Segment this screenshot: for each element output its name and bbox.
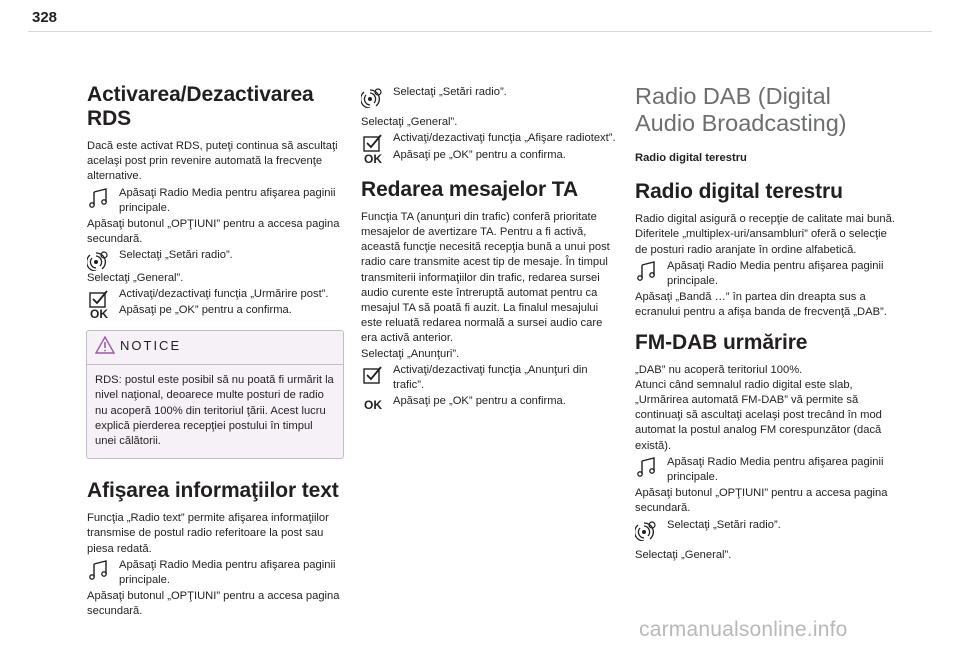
ta-paragraph-1: Funcţia TA (anunţuri din trafic) conferă prioritate mesajelor de avertizare TA. Pentru a fi activă, această funcţie necesită recepţia bună a unui post radio care transmite acest tip de mesaje. În timpul transmiterii informaţiilor din trafic, redarea sursei audio curente este întreruptă automat pentru ca mesajul TA să poată fi auzit. La finalul mesajului este reluată redarea normală a sursei audio care era activă anterior.: [361, 210, 610, 345]
warning-icon: [95, 336, 115, 354]
radio-waves-icon: [361, 86, 385, 108]
radiotext-step-ok: [361, 148, 621, 166]
column-3: [635, 83, 895, 563]
fm-step-text: Apăsaţi Radio Media pentru afişarea paginii principale.: [667, 455, 884, 484]
rds-step-text: Apăsaţi Radio Media pentru afişarea paginii principale.: [119, 186, 336, 214]
notice-header: [87, 331, 343, 365]
radiotext-step-toggle: [361, 131, 621, 146]
terestru-paragraph-1: Radio digital asigură o recepţie de calitate mai bună.: [635, 213, 895, 226]
rds-step-toggle: [87, 287, 347, 302]
watermark: carmanualsonline.info: [639, 618, 848, 641]
notice-box: [86, 330, 344, 459]
column-1: [87, 83, 347, 620]
fm-paragraph-2: Atunci când semnalul radio digital este slab, „Urmărirea automată FM-DAB” vă permite să continuaţi să ascultaţi acelaşi post trecând în mod automat la postul analog FM corespunzător (dacă există).: [635, 378, 882, 452]
radiotext-step-text: Selectaţi „Setări radio”.: [393, 86, 507, 98]
ok-icon: OK: [364, 398, 382, 413]
rds-step-settings: [87, 248, 347, 263]
ta-step-toggle: [361, 363, 621, 393]
rds-paragraph-3: Selectaţi „General”.: [87, 271, 184, 284]
fm-paragraph-1: „DAB” nu acoperă teritoriul 100%.: [635, 363, 803, 376]
heading-terestru: Radio digital terestru: [635, 180, 843, 204]
notice-title: NOTICE: [120, 338, 182, 354]
terestru-paragraph-3: Apăsaţi „Bandă …” în partea din dreapta sus a ecranului pentru a afişa banda de frecvenţă „DAB”.: [635, 291, 887, 319]
page-number: 328: [32, 9, 58, 26]
heading-dab: Radio DAB (Digital Audio Broadcasting): [635, 83, 847, 136]
notice-text: RDS: postul este posibil să nu poată fi urmărit la nivel naţional, deoarece multe posturi de radio nu acoperă 100% din teritoriul ţării. Acest lucru explică pierderea recepţiei postului în timpul unei călătorii.: [95, 374, 334, 448]
radiotext-step-text: Apăsaţi pe „OK” pentru a confirma.: [393, 148, 566, 161]
radiotext-step-text: Activaţi/dezactivaţi funcţia „Afişare radiotext”.: [393, 132, 616, 145]
checkbox-icon: [361, 364, 385, 386]
header-rule: [28, 31, 932, 32]
music-note-icon: [87, 187, 111, 209]
rds-step-text: Activaţi/dezactivaţi funcţia „Urmărire post”.: [119, 287, 329, 300]
radio-waves-icon: [635, 519, 659, 541]
heading-ta: Redarea mesajelor TA: [361, 177, 579, 201]
rds-step-text: Apăsaţi pe „OK” pentru a confirma.: [119, 304, 292, 317]
ok-icon: OK: [364, 151, 382, 166]
radiotext-paragraph: Selectaţi „General”.: [361, 116, 458, 129]
rds-step-radio-media: [87, 186, 347, 216]
fm-paragraph-3: Apăsaţi butonul „OPŢIUNI” pentru a accesa pagina secundară.: [635, 487, 888, 515]
text-paragraph-2: Apăsaţi butonul „OPŢIUNI” pentru a accesa pagina secundară.: [87, 590, 340, 618]
ok-icon: OK: [90, 307, 108, 322]
terestru-step-radio-media: [635, 259, 895, 289]
radiotext-step-settings: [361, 85, 621, 100]
fm-step-radio-media: [635, 455, 895, 485]
rds-paragraph-2: Apăsaţi butonul „OPŢIUNI” pentru a accesa pagina secundară.: [87, 218, 340, 246]
music-note-icon: [635, 260, 659, 282]
column-2: [361, 84, 621, 413]
dab-subtitle: Radio digital terestru: [635, 152, 747, 164]
rds-paragraph-1: Dacă este activat RDS, puteţi continua să ascultaţi acelaşi post prin revenire automată la frecvenţe alternative.: [87, 140, 338, 183]
ta-step-text: Apăsaţi pe „OK” pentru a confirma.: [393, 395, 566, 408]
radio-waves-icon: [87, 249, 111, 271]
terestru-step-text: Apăsaţi Radio Media pentru afişarea paginii principale.: [667, 259, 884, 288]
fm-step-text: Selectaţi „Setări radio”.: [667, 518, 781, 531]
text-step-text: Apăsaţi Radio Media pentru afişarea paginii principale.: [119, 558, 336, 587]
rds-step-text: Selectaţi „Setări radio”.: [119, 249, 233, 262]
ta-step-text: Activaţi/dezactivaţi funcţia „Anunţuri din trafic”.: [393, 363, 588, 392]
rds-step-ok: [87, 303, 347, 322]
heading-fm-dab: FM-DAB urmărire: [635, 330, 808, 354]
fm-step-settings: [635, 518, 895, 533]
ta-paragraph-2: Selectaţi „Anunţuri”.: [361, 347, 460, 360]
music-note-icon: [635, 456, 659, 478]
terestru-paragraph-2: Diferitele „multiplex-uri/ansambluri” oferă o selecţie de posturi radio aranjate în ordine alfabetică.: [635, 228, 887, 256]
heading-rds: Activarea/Dezactivarea RDS: [87, 83, 314, 130]
text-step-radio-media: [87, 558, 347, 588]
ta-step-ok: [361, 394, 621, 413]
fm-paragraph-4: Selectaţi „General”.: [635, 548, 732, 561]
music-note-icon: [87, 559, 111, 581]
heading-text-info: Afişarea informaţiilor text: [87, 479, 339, 503]
text-paragraph-1: Funcţia „Radio text” permite afişarea informaţiilor transmise de postul radio referitoare la post sau piesa redată.: [87, 512, 329, 555]
